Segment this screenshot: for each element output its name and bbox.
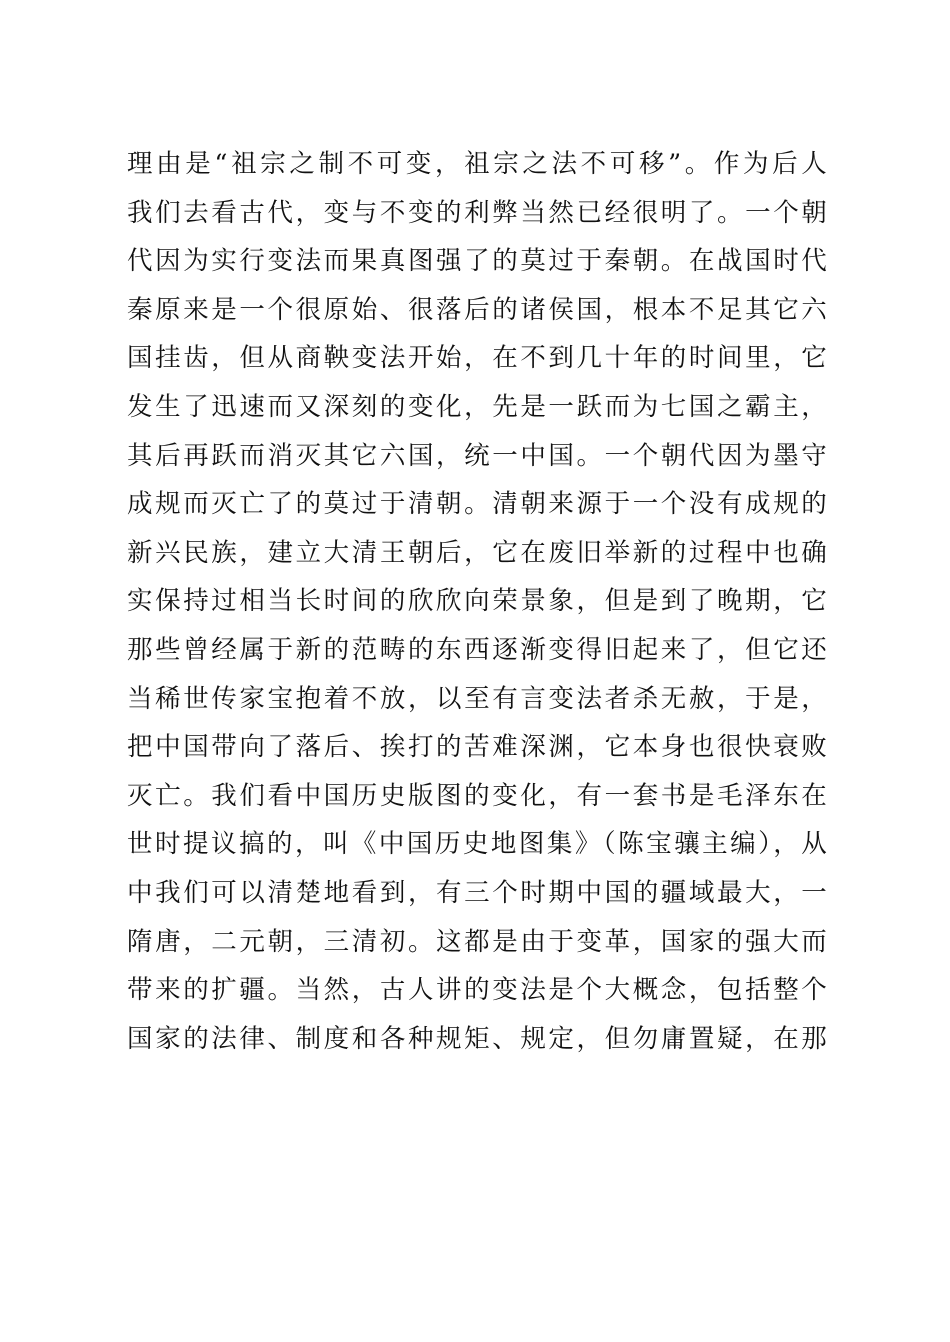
text-line-18: 带来的扩疆。当然，古人讲的变法是个大概念，包括整个: [127, 975, 827, 1006]
text-line-4: 秦原来是一个很原始、很落后的诸侯国，根本不足其它六: [127, 294, 827, 325]
text-line-1: 理由是“祖宗之制不可变，祖宗之法不可移”。作为后人: [127, 149, 827, 179]
text-line-17: 隋唐，二元朝，三清初。这都是由于变革，国家的强大而: [127, 926, 827, 957]
text-line-13: 把中国带向了落后、挨打的苦难深渊，它本身也很快衰败: [127, 732, 827, 763]
text-line-9: 新兴民族，建立大清王朝后，它在废旧举新的过程中也确: [127, 537, 827, 568]
text-line-14: 灭亡。我们看中国历史版图的变化，有一套书是毛泽东在: [127, 780, 827, 811]
text-line-12: 当稀世传家宝抱着不放，以至有言变法者杀无赦，于是，: [127, 683, 827, 714]
text-line-2: 我们去看古代，变与不变的利弊当然已经很明了。一个朝: [127, 197, 827, 228]
text-line-16: 中我们可以清楚地看到，有三个时期中国的疆域最大，一: [127, 877, 827, 908]
text-line-15: 世时提议搞的，叫《中国历史地图集》（陈宝骧主编），从: [127, 829, 827, 860]
text-line-19: 国家的法律、制度和各种规矩、规定，但勿庸置疑，在那: [127, 1023, 827, 1054]
text-line-11: 那些曾经属于新的范畴的东西逐渐变得旧起来了，但它还: [127, 634, 827, 665]
text-line-6: 发生了迅速而又深刻的变化，先是一跃而为七国之霸主，: [127, 391, 827, 422]
text-line-7: 其后再跃而消灭其它六国，统一中国。一个朝代因为墨守: [127, 440, 827, 471]
body-text: [127, 140, 827, 1063]
text-line-8: 成规而灭亡了的莫过于清朝。清朝来源于一个没有成规的: [127, 489, 827, 520]
text-line-5: 国挂齿，但从商鞅变法开始，在不到几十年的时间里，它: [127, 343, 827, 374]
text-line-3: 代因为实行变法而果真图强了的莫过于秦朝。在战国时代: [127, 246, 827, 277]
text-line-10: 实保持过相当长时间的欣欣向荣景象，但是到了晚期，它: [127, 586, 827, 617]
